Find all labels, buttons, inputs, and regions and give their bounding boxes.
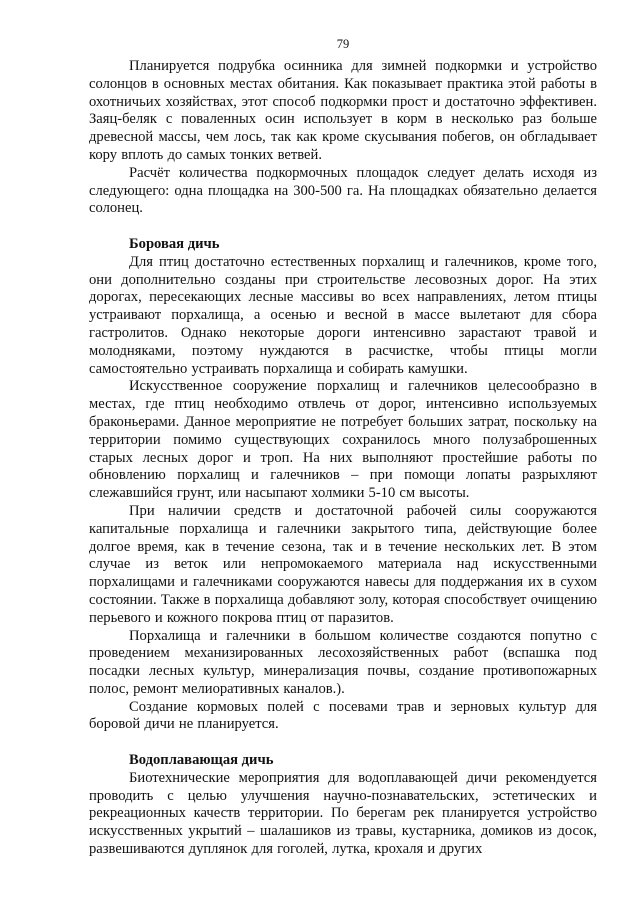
paragraph-upland-5: Создание кормовых полей с посевами трав и зерновых культур для боровой дичи не планируется.: [89, 698, 597, 733]
heading-upland-game: Боровая дичь: [129, 235, 220, 252]
heading-waterfowl: Водоплавающая дичь: [129, 752, 274, 769]
page-number: 79: [336, 37, 350, 51]
document-page: [89, 36, 597, 859]
paragraph-upland-4: Порхалища и галечники в большом количестве создаются попутно с проведением механизированных лесохозяйственных работ (вспашка под посадки лесных культур, минерализация почвы, создание противопожарных полос, ремонт мелиоративных каналов.).: [89, 627, 597, 697]
spacer: [89, 734, 597, 752]
paragraph-upland-1: Для птиц достаточно естественных порхалищ и галечников, кроме того, они дополнительно созданы при строительстве лесовозных дорог. На этих дорогах, пересекающих лесные массивы во всех направлениях, летом птицы устраивают порхалища, а осенью и весной в массе вылетают для сбора гастролитов. Однако некоторые дороги интенсивно зарастают травой и молодняками, поэтому нуждаются в расчистке, чтобы птицы могли самостоятельно устраивать порхалища и собирать камушки.: [89, 253, 597, 377]
paragraph-waterfowl-1: Биотехнические мероприятия для водоплавающей дичи рекомендуется проводить с целью улучшения научно-познавательских, эстетических и рекреационных качеств территории. По берегам рек планируется устройство искусственных укрытий – шалашиков из травы, кустарника, домиков из досок, развешиваются дуплянок для гоголей, лутка, крохаля и других: [89, 769, 597, 858]
paragraph-aspen-feeding: Планируется подрубка осинника для зимней подкормки и устройство солонцов в основных местах обитания. Как показывает практика этой работы в охотничьих хозяйствах, этот способ подкормки прост и достаточно эффективен. Заяц-беляк с поваленных осин использует в корм в несколько раз больше древесной массы, чем лось, так как кроме скусывания побегов, он обгладывает кору вплоть до самых тонких ветвей.: [89, 58, 597, 163]
paragraph-feeding-sites: Расчёт количества подкормочных площадок следует делать исходя из следующего: одна площадка на 300-500 га. На площадках обязательно делается солонец.: [89, 164, 597, 217]
paragraph-upland-3: При наличии средств и достаточной рабочей силы сооружаются капитальные порхалища и галечники закрытого типа, действующие более долгое время, как в течение сезона, так и в течение нескольких лет. В этом случае из веток или непромокаемого материала над искусственными порхалищами и галечниками сооружаются навесы для поддержания их в сухом состоянии. Также в порхалища добавляют золу, которая способствует очищению перьевого и кожного покрова птиц от паразитов.: [89, 502, 597, 626]
spacer: [89, 218, 597, 236]
paragraph-upland-2: Искусственное сооружение порхалищ и галечников целесообразно в местах, где птиц необходимо отвлечь от дорог, интенсивно используемых браконьерами. Данное мероприятие не потребует больших затрат, поскольку на территории помимо существующих сохранилось много полузаброшенных старых лесных дорог и троп. На них выполняют простейшие работы по обновлению порхалищ и галечников – при помощи лопаты разрыхляют слежавшийся грунт, или насыпают холмики 5-10 см высоты.: [89, 378, 597, 502]
